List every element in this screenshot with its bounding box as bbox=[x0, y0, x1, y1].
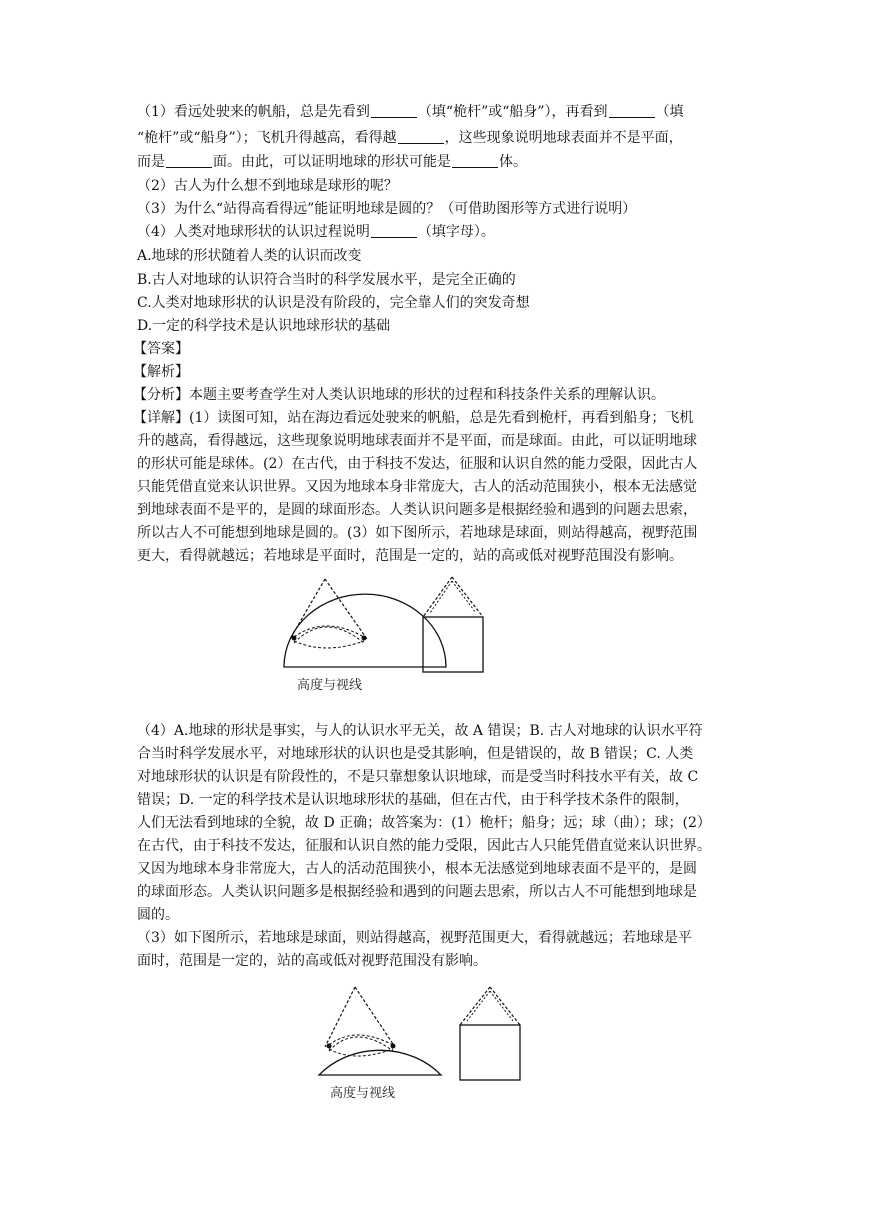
answer-label: 【答案】 bbox=[133, 341, 189, 357]
part4-line: 又因为地球本身非常庞大，古人的活动范围狭小，根本无法感觉到地球表面不是平的，是圆 bbox=[137, 861, 697, 877]
flat-earth-square bbox=[460, 1025, 520, 1080]
answer-blank bbox=[398, 129, 444, 144]
part4-line: 人们无法看到地球的全貌，故 D 正确；故答案为：(1）桅杆；船身；远；球（曲）；球；(2） bbox=[137, 815, 711, 831]
question-3: （3）为什么“站得高看得远”能证明地球是圆的？（可借助图形等方式进行说明） bbox=[137, 201, 637, 217]
observer-dot bbox=[292, 636, 297, 641]
detail-line: 所以古人不可能想到地球是圆的。(3）如下图所示，若地球是球面，则站得越高，视野范围 bbox=[137, 525, 698, 541]
figure-1-drawing bbox=[280, 575, 510, 680]
answer-blank bbox=[371, 103, 417, 118]
detail-line: 只能凭借直觉来认识世界。又因为地球本身非常庞大，古人的活动范围狭小，根本无法感觉 bbox=[137, 479, 697, 495]
option-b: B.古人对地球的认识符合当时的科学发展水平，是完全正确的 bbox=[137, 272, 516, 288]
earth-hemisphere-shape bbox=[284, 594, 446, 667]
fenxi-text: 【分析】本题主要考查学生对人类认识地球的形状的过程和科技条件关系的理解认识。 bbox=[133, 387, 665, 403]
part4-line: 在古代，由于科技不发达，征服和认识自然的能力受限，因此古人只能凭借直觉来认识世界。 bbox=[137, 838, 711, 854]
part4-line: 错误；D. 一定的科学技术是认识地球形状的基础，但在古代，由于科学技术条件的限制， bbox=[137, 792, 689, 808]
question-1-line-1 bbox=[137, 101, 684, 123]
part4-line: 的球面形态。人类认识问题多是根据经验和遇到的问题去思索，所以古人不可能想到地球是 bbox=[137, 884, 697, 900]
observer-dot bbox=[362, 636, 367, 641]
question-4 bbox=[137, 221, 495, 243]
part4-line: （4）A.地球的形状是事实，与人的认识水平无关，故 A 错误；B. 古人对地球的认识水平符 bbox=[137, 723, 703, 739]
answer-blank bbox=[452, 153, 498, 168]
q1-text-c: （填 bbox=[655, 104, 684, 120]
detail-line: 更大，看得就越远；若地球是平面时，范围是一定的，站的高或低对视野范围没有影响。 bbox=[137, 548, 683, 564]
q1-text-b: （填“桅杆”或“船身”），再看到 bbox=[417, 104, 608, 120]
answer-blank bbox=[166, 153, 212, 168]
question-1-line-2 bbox=[137, 127, 683, 149]
detail-line: 的形状可能是球体。(2）在古代，由于科技不发达，征服和认识自然的能力受限，因此古人 bbox=[137, 456, 698, 472]
figure-2-caption: 高度与视线 bbox=[330, 1086, 396, 1101]
answer-blank bbox=[609, 103, 655, 118]
part3-line: （3）如下图所示，若地球是球面，则站得越高，视野范围更大，看得就越远；若地球是平 bbox=[137, 930, 692, 946]
q4-text-a: （4）人类对地球形状的认识过程说明 bbox=[137, 224, 370, 240]
q1-text-e: ，这些现象说明地球表面并不是平面， bbox=[444, 130, 683, 146]
part3-line: 面时，范围是一定的，站的高或低对视野范围没有影响。 bbox=[137, 953, 487, 969]
q1-text-g: 面。由此，可以证明地球的形状可能是 bbox=[213, 154, 451, 170]
question-2: （2）古人为什么想不到地球是球形的呢？ bbox=[137, 178, 398, 194]
q1-text-h: 体。 bbox=[499, 154, 527, 170]
q4-text-b: （填字母）。 bbox=[417, 224, 495, 240]
option-c: C.人类对地球形状的认识是没有阶段的，完全靠人们的突发奇想 bbox=[137, 295, 530, 311]
question-1-line-3 bbox=[137, 151, 527, 173]
figure-1-caption: 高度与视线 bbox=[297, 678, 363, 693]
detail-line: 到地球表面不是平的，是圆的球面形态。人类认识问题多是根据经验和遇到的问题去思索， bbox=[137, 502, 697, 518]
part4-line: 圆的。 bbox=[137, 907, 179, 923]
height-sightline-figure-1 bbox=[280, 575, 510, 680]
analysis-label: 【解析】 bbox=[133, 364, 189, 380]
observer-dot bbox=[391, 1044, 396, 1049]
part4-line: 合当时科学发展水平，对地球形状的认识也是受其影响，但是错误的，故 B 错误；C. 人类 bbox=[137, 746, 694, 762]
height-sightline-figure-2 bbox=[315, 985, 535, 1085]
earth-hemisphere-shape bbox=[319, 1050, 441, 1075]
q1-text-a: （1）看远处驶来的帆船，总是先看到 bbox=[137, 104, 370, 120]
answer-blank bbox=[371, 223, 417, 238]
part4-line: 对地球形状的认识是有阶段性的，不是只靠想象认识地球，而是受当时科技水平有关，故 C bbox=[137, 769, 699, 785]
q1-text-f: 而是 bbox=[137, 154, 165, 170]
option-a: A.地球的形状随着人类的认识而改变 bbox=[137, 248, 362, 264]
figure-2-drawing bbox=[315, 985, 535, 1085]
detail-line: 【详解】(1）读图可知，站在海边看远处驶来的帆船，总是先看到桅杆，再看到船身；飞机 bbox=[133, 410, 694, 426]
q1-text-d: “桅杆”或“船身”）；飞机升得越高，看得越 bbox=[137, 130, 397, 146]
observer-dot bbox=[327, 1044, 332, 1049]
detail-line: 升的越高，看得越远，这些现象说明地球表面并不是平面，而是球面。由此，可以证明地球 bbox=[137, 433, 697, 449]
option-d: D.一定的科学技术是认识地球形状的基础 bbox=[137, 318, 391, 334]
